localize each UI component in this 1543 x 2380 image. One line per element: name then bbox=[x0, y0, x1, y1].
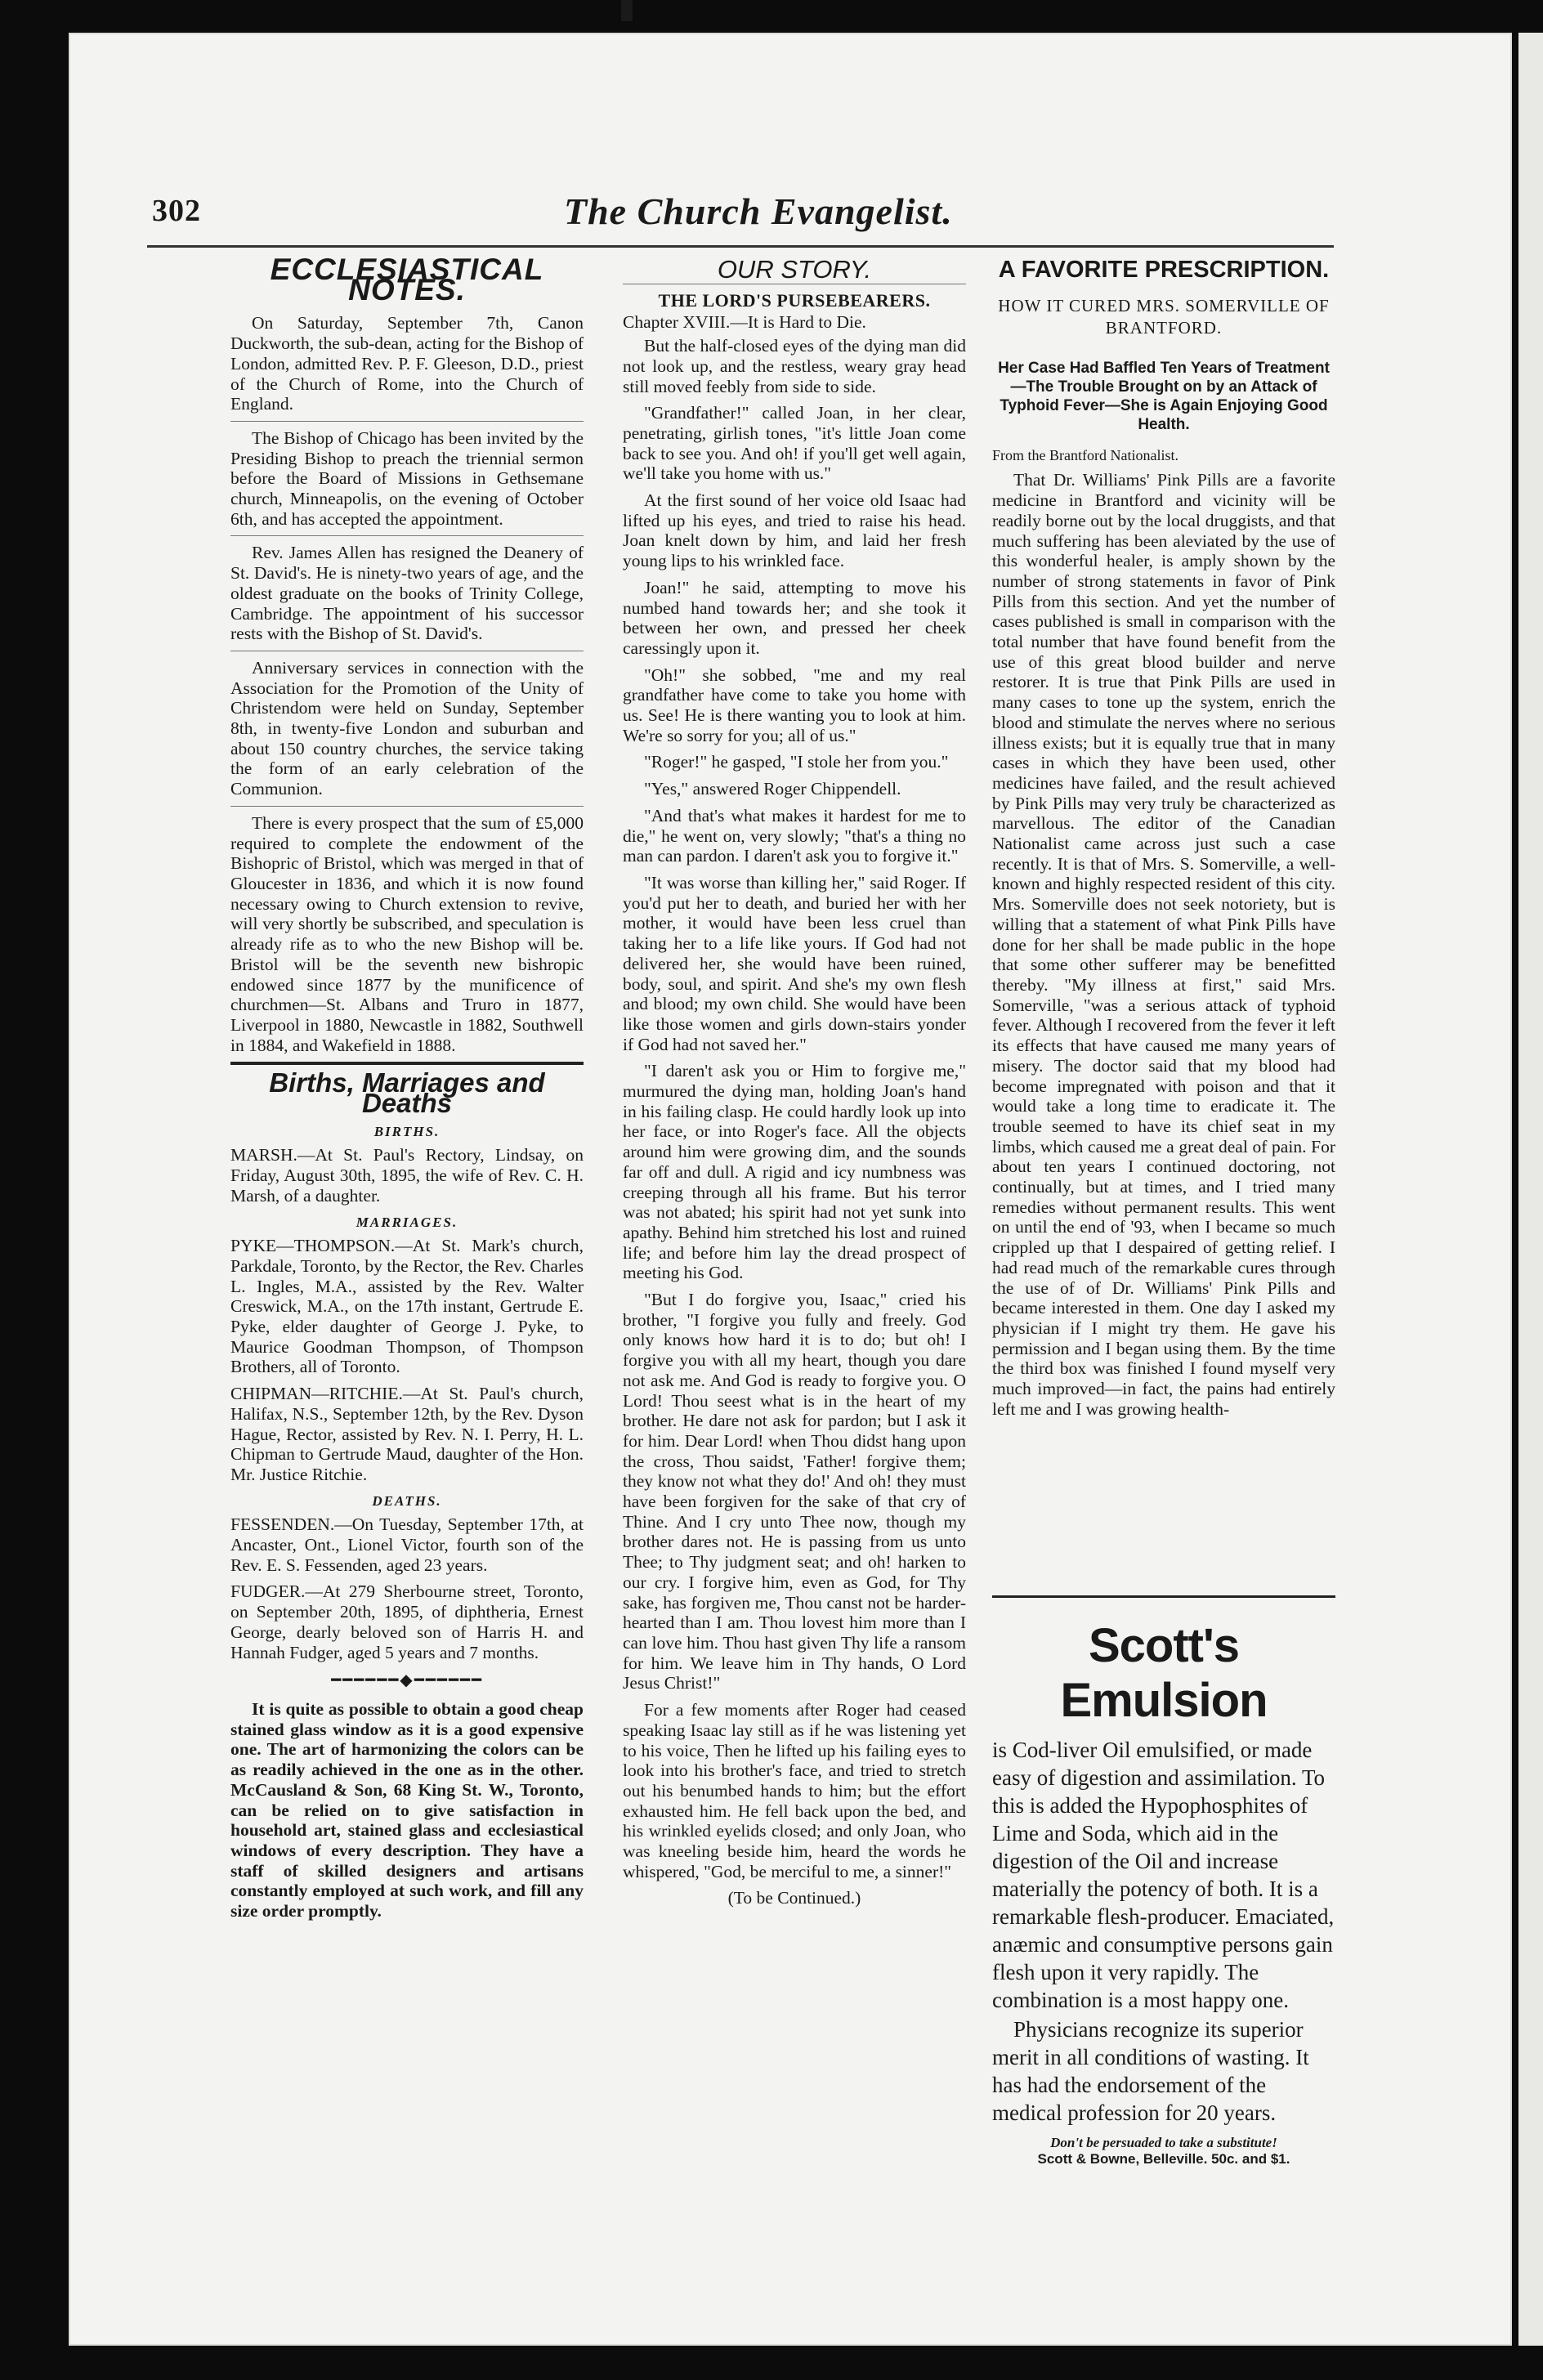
notice: FUDGER.—At 279 Sherbourne street, Toronto, on September 20th, 1895, of diphtheria, Ernest George, dearly beloved son of Harris H. and Hannah Fudger, aged 5 years and 7 months. bbox=[230, 1581, 584, 1662]
column-ecclesiastical-notes bbox=[230, 253, 584, 1928]
ad-body bbox=[992, 1736, 1335, 2127]
ad-tagline: Don't be persuaded to take a substitute! bbox=[1050, 2135, 1277, 2150]
paragraph: There is every prospect that the sum of £5,000 required to complete the endowment of the Bishopric of Bristol, which was merged in that of Gloucester in 1836, and which it is now found necessary owing to Church extension to revive, will very shortly be subscribed, and speculation is already rife as to who the new Bishop will be. Bristol will be the seventh new bishropic endowed since 1877 by the munificence of churchmen—St. Albans and Truro in 1877, Liverpool in 1880, Newcastle in 1882, Southwell in 1884, and Wakefield in 1888. bbox=[230, 812, 584, 1055]
section-heading-prescription: A FAVORITE PRESCRIPTION. bbox=[998, 257, 1330, 283]
paragraph: Joan!" he said, attempting to move his numbed hand towards her; and she took it between her own, and pressed her cheek caressingly upon it. bbox=[623, 577, 966, 658]
notice: FESSENDEN.—On Tuesday, September 17th, at Ancaster, Ont., Lionel Victor, fourth son of the Rev. E. S. Fessenden, aged 23 years. bbox=[230, 1514, 584, 1575]
story-title: THE LORD'S PURSEBEARERS. bbox=[658, 289, 931, 311]
paragraph: "Roger!" he gasped, "I stole her from you." bbox=[644, 752, 949, 772]
ad-address: Scott & Bowne, Belleville. 50c. and $1. bbox=[1037, 2151, 1290, 2167]
paragraph: On Saturday, September 7th, Canon Duckworth, the sub-dean, acting for the Bishop of London, admitted Rev. P. F. Gleeson, D.D., priest of the Church of Rome, into the Church of England. bbox=[230, 313, 584, 414]
paragraph: "I daren't ask you or Him to forgive me," murmured the dying man, holding Joan's hand in his failing clasp. He could hardly look up into her face, or into Roger's face. All the objects around him were growing dim, and the sounds far off and dull. A rigid and icy numbness was creeping through all his frame. But his terror was not abated; his spirit had not yet sunk into apathy. Behind him stretched his lost and ruined life; and before him lay the dread prospect of meeting his God. bbox=[623, 1061, 966, 1283]
divider bbox=[230, 1062, 584, 1065]
ad-paragraph: is Cod-liver Oil emulsified, or made easy of digestion and assimilation. To this is added the Hypophosphites of Lime and Soda, which aid in the digestion of the Oil and increase materially the potency of both. It is a remarkable flesh-producer. Emaciated, anæmic and consumptive persons gain flesh upon it very rapidly. The combination is a most happy one. bbox=[992, 1738, 1335, 2012]
column-our-story bbox=[623, 255, 966, 1915]
paragraph: "Yes," answered Roger Chippendell. bbox=[644, 779, 901, 799]
marriages-label: MARRIAGES. bbox=[356, 1214, 458, 1230]
ornament-divider: ━━━━━━◆━━━━━━ bbox=[331, 1671, 483, 1690]
paragraph: For a few moments after Roger had ceased speaking Isaac lay still as if he was listening yet to his voice, Then he lifted up his failing eyes to look into his brother's face, and tried to stretch out his benumbed hands to him; but the effort exhausted him. He fell back upon the bed, and his wrinkled eyelids closed; and only Joan, who was kneeling beside him, heard the words he whispered, "God, be merciful to me, a sinner!" bbox=[623, 1700, 966, 1881]
subheading: HOW IT CURED MRS. SOMERVILLE OF BRANTFORD. bbox=[998, 295, 1330, 338]
notice: CHIPMAN—RITCHIE.—At St. Paul's church, Halifax, N.S., September 12th, by the Rev. Dyson Hague, Rector, assisted by Rev. N. I. Perry, H. L. Chipman to Gertrude Maud, daughter of the Hon. Mr. Justice Ritchie. bbox=[230, 1384, 584, 1484]
paragraph: At the first sound of her voice old Isaac had lifted up his eyes, and tried to raise his head. Joan knelt down by him, and laid her fresh young lips to his wrinkled face. bbox=[623, 490, 966, 571]
ad-title: Scott's Emulsion bbox=[1060, 1619, 1268, 1727]
section-heading-story: OUR STORY. bbox=[717, 255, 872, 284]
paragraph: "Grandfather!" called Joan, in her clear, penetrating, girlish tones, "it's little Joan come back to see you. And oh! if you'll get well again, we'll take you home with us." bbox=[623, 403, 966, 484]
notice: MARSH.—At St. Paul's Rectory, Lindsay, on Friday, August 30th, 1895, the wife of Rev. C. H. Marsh, of a daughter. bbox=[230, 1145, 584, 1206]
paragraph: But the half-closed eyes of the dying man did not look up, and the restless, weary gray head still moved feebly from side to side. bbox=[623, 336, 966, 396]
divider bbox=[230, 535, 584, 536]
paragraph: That Dr. Williams' Pink Pills are a favorite medicine in Brantford and vicinity will be readily borne out by the local druggists, and that much suffering has been aleviated by the use of this wonderful healer, is amply shown by the number of strong statements in favor of Pink Pills from this section. And yet the number of cases published is small in comparison with the total number that have found benefit from the use of this great blood builder and nerve restorer. It is true that Pink Pills are used in many cases to tone up the system, enrich the blood and stimulate the nerves where no serious illness exists; but it is equally true that in many cases in which they have been used, other medicines have failed, and the result achieved by Pink Pills may very truly be characterized as marvellous. The editor of the Canadian Nationalist came across just such a case recently. It is that of Mrs. S. Somerville, a well-known and highly respected resident of this city. Mrs. Somerville does not seek notoriety, but is willing that a statement of what Pink Pills have done for her shall be made public in the hope that some other sufferer may be benefitted thereby. "My illness at first," said Mrs. Somerville, "was a serious attack of typhoid fever. Although I recovered from the fever it left its effects that have caused me many years of misery. The doctor said that my blood had become impregnated with poison and that it would take a long time to eradicate it. The trouble seemed to have its chief seat in my limbs, which caused me a great deal of pain. For about ten years I continued doctoring, not continually, but at times, and I tried many remedies without permanent results. This went on until the end of '93, when I became so much crippled up that I despaired of getting relief. I had read much of the remarkable cures through the use of of Dr. Williams' Pink Pills and became interested in them. One day I asked my physician if I might try them. He gave his permission and I began using them. By the time the third box was finished I found myself very much improved—in fact, the pains had entirely left me and I was growing health- bbox=[992, 470, 1335, 1419]
paragraph: Anniversary services in connection with the Association for the Promotion of the Unity of Christendom were held on Sunday, September 8th, in twenty-five London and suburban and about 150 country churches, the service taking the form of an early celebration of the Communion. bbox=[230, 657, 584, 799]
ad-rule bbox=[992, 1595, 1335, 1598]
header-rule bbox=[147, 245, 1334, 248]
births-label: BIRTHS. bbox=[373, 1123, 441, 1139]
ad-paragraph: Physicians recognize its superior merit in all conditions of wasting. It has had the endorsement of the medical profession for 20 years. bbox=[992, 2017, 1309, 2125]
advertisement-scotts-emulsion bbox=[992, 1602, 1335, 2168]
summary: Her Case Had Baffled Ten Years of Treatment—The Trouble Brought on by an Attack of Typhoid Fever—She is Again Enjoying Good Health. bbox=[998, 359, 1330, 433]
section-heading-bmd: Births, Marriages and Deaths bbox=[269, 1067, 545, 1119]
paragraph: The Bishop of Chicago has been invited by the Presiding Bishop to preach the triennial sermon before the Board of Missions in Gethsemane church, Minneapolis, on the evening of October 6th, and has accepted the appointment. bbox=[230, 427, 584, 529]
deaths-label: DEATHS. bbox=[372, 1492, 442, 1509]
paragraph: "But I do forgive you, Isaac," cried his brother, "I forgive you fully and freely. God only knows how hard it is to do; but oh! I forgive you with all my heart, though you dare not ask me. And God is ready to forgive you. O Lord! Thou seest what is in the heart of my brother. He dare not ask for pardon; but I ask it for him. Dear Lord! when Thou didst hang upon the cross, Thou saidst, 'Father! forgive them; they know not what they do!' And oh! they must have been forgiven for the sake of that cry of Thine. And I cry unto Thee now, though my brother dares not. He is passing from us unto Thee; to Thy judgment seat; and oh! harken to our cry. I forgive him, even as God, for Thy sake, has forgiven me, Thou canst not be harder-hearted than I am. Thou lovest him more than I can love him. Thou hast given Thy life a ransom for him. We leave him in Thy hands, O Lord Jesus Christ!" bbox=[623, 1290, 966, 1693]
divider bbox=[230, 806, 584, 807]
chapter-heading: Chapter XVIII.—It is Hard to Die. bbox=[623, 312, 866, 333]
continued-note: (To be Continued.) bbox=[727, 1888, 861, 1908]
page-number: 302 bbox=[152, 194, 201, 228]
adjacent-page-edge bbox=[1518, 33, 1543, 2346]
notice: PYKE—THOMPSON.—At St. Mark's church, Parkdale, Toronto, by the Rector, the Rev. Charles L. Ingles, M.A., assisted by the Rev. Walter Creswick, M.A., on the 17th instant, Gertrude E. Pyke, elder daughter of George J. Pyke, to Maurice Goodman Thompson, of Thompson Brothers, all of Toronto. bbox=[230, 1236, 584, 1377]
paragraph: Rev. James Allen has resigned the Deanery of St. David's. He is ninety-two years of age, and the oldest graduate on the books of Trinity College, Cambridge. The appointment of his successor rests with the Bishop of St. David's. bbox=[230, 543, 584, 644]
section-heading-ecclesiastical: ECCLESIASTICAL NOTES. bbox=[270, 253, 544, 306]
paragraph: It is quite as possible to obtain a good cheap stained glass window as it is a good expensive one. The art of harmonizing the colors can be as readily achieved in the one as in the other. McCausland & Son, 68 King St. W., Toronto, can be relied on to give satisfaction in household art, stained glass and ecclesiastical windows of every description. They have a staff of skilled designers and artisans constantly employed at such work, and fill any size order promptly. bbox=[230, 1699, 584, 1921]
column-prescription bbox=[992, 257, 1335, 1425]
paragraph: "It was worse than killing her," said Roger. If you'd put her to death, and buried her with her mother, it would have been less cruel than taking her to a life like yours. If God had not delivered her, she would have been ruined, body, soul, and spirit. And she's my own flesh and blood; my own child. She would have been like those women and girls down-stairs yonder if God had not saved her." bbox=[623, 872, 966, 1054]
paragraph: "Oh!" she sobbed, "me and my real grandfather have come to take you home with us. See! He is there wanting you to look at him. We're so sorry for you; all of us." bbox=[623, 664, 966, 745]
source-line: From the Brantford Nationalist. bbox=[992, 446, 1178, 463]
divider bbox=[230, 421, 584, 422]
scan-mark bbox=[621, 0, 633, 21]
paragraph: "And that's what makes it hardest for me to die," he went on, very slowly; "that's a thing no man can pardon. I daren't ask you to forgive it." bbox=[623, 805, 966, 866]
masthead: The Church Evangelist. bbox=[564, 190, 953, 232]
